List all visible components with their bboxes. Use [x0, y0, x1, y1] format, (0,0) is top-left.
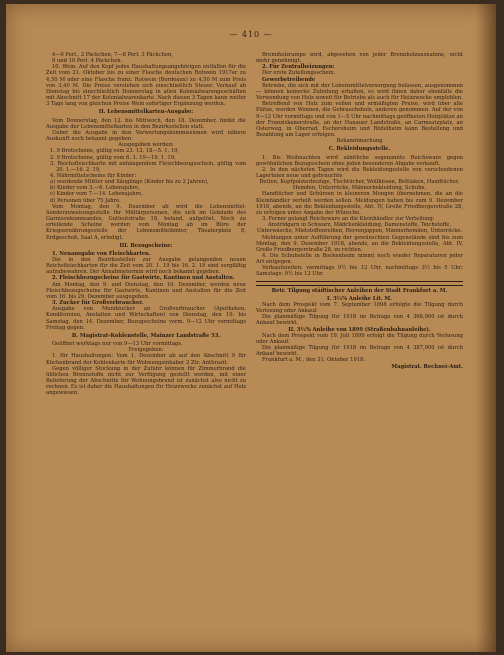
- notice-title: Betr. Tilgung städtischer Anleihen der Stadt Frankfurt a. M.: [271, 287, 448, 294]
- paragraph: Nach dem Prospekt vom 7. September 1898 erfolgte die Tilgung durch Verlosung oder Ankauf.: [256, 301, 463, 315]
- paragraph: Die planmäßige Tilgung für 1918 im Betrage von 4 368,900 ist durch Ankauf bewirkt.: [256, 314, 463, 327]
- divider: [256, 281, 463, 282]
- subheading: Bekanntmachung: [336, 138, 383, 145]
- paragraph: Die planmäßige Tilgung für 1918 im Betrage von 4 387,900 ist durch Ankauf bewirkt.: [256, 345, 463, 358]
- paragraph: Geöffnet werktags nur von 9—13 Uhr vormittags.: [52, 341, 183, 348]
- list-item: b) Kinder vom 3.—6. Lebensjahre,: [50, 185, 140, 192]
- list-item: d) Personen über 75 Jahre.: [50, 197, 121, 204]
- paragraph: 1. Bis Weihnachten wird sämtliche sogenannte Reichsware gegen gewöhnlichen Bezugsschein ohne jeden besonderen Abgabe verkauft.: [256, 154, 463, 167]
- list-item: 1. 9 Brotscheine, gültig vom 23. 12. 18—5. 1. 19,: [50, 148, 180, 155]
- paragraph: Verkaufszeiten: vormittags 9½ bis 12 Uhr, nachmittags 3½ bis 5 Uhr; Samstags: 9½ bis 12 Uhr.: [256, 265, 463, 278]
- paragraph: 3. Ferner gelangt Reichsware an die Kleinhändler zur Verteilung:: [262, 216, 435, 223]
- document-page: [6, 4, 496, 652]
- right-column: [256, 52, 463, 632]
- paragraph: Betriebe, die sich mit der Lebensmittelversorgung befassen, ausgenommen — können keinerlei Zuteilung erhalten, es wird ihnen daher ebenfalls die Verwendung von Holz soweit für Betriebe als auch für Heizzwecke empfohlen.: [256, 82, 463, 102]
- paragraph-title: 1. Neuausgabe von Fleischkarten.: [52, 250, 151, 257]
- list-item: c) Kinder vom 7.—14. Lebensjahre,: [50, 191, 143, 198]
- top-line: 4—6 Perl., 2 Päckchen, 7—8 Perl. 3 Päckchen,: [52, 52, 174, 58]
- loan-title: II. 3½% Anleihe von 1899 (Straßenbahnanleihe).: [288, 326, 431, 333]
- paragraph: 4. Die Schuhstelle in Bockenheim nimmt noch wieder Reparaturen jeder Art entgegen.: [256, 253, 463, 266]
- paragraph: Vom Donnerstag, den 12. bis Mittwoch, den 18. Dezember, findet die Ausgabe der Lebensmittelkarten in den Bezirksstellen statt.: [46, 117, 246, 130]
- paragraph-title: 2. Für Zentralheizungen:: [262, 64, 335, 71]
- top-line: 9 und 10 Perl. 4 Päckchen.: [52, 58, 123, 65]
- paragraph: Vom Montag, den 9. Dezember ab wird die Lebensmittel-Sonderzuweisungsstelle für Militärpersonen, die sich im Gebäude des Garnisonkommandos, Gutleutstraße 18, befand, aufgelöst. Noch zu erteilende Scheine werden vom Montag ab im Büro der Kriegsernährungsstelle der Lebensmittelämter, Theaterplatz 8, Erdgeschoß, Saal A, erledigt.: [46, 203, 246, 241]
- list-item: 2. 9 Brotscheine, gültig vom 6. 1. 19—19. 1. 19,: [50, 154, 176, 161]
- list-item: 4. Nährmittelscheine für Kinder:: [50, 172, 137, 179]
- section-heading: B. Magistrat-Kohlenstelle, Mainzer Landstraße 53.: [71, 332, 221, 339]
- section-heading: C. Bekleidungsstelle.: [328, 146, 391, 153]
- paragraph: Am Montag, den 9. und Dienstag, den 10. Dezember, werden neue Fleischbezugscheine für Gastwirte, Kantinen und Anstalten für die Zeit vom 16. bis 29. Dezember ausgegeben.: [46, 281, 246, 300]
- paragraph-title: Gewerbetreibende: [262, 76, 316, 83]
- wine-notice: 10. Wein. Auf den Kopf jedes Haushaltungsangehörigen entfallen für die Zeit vom 21. Oktober bis zu einer Flasche deutschen Rotwein 1917er zu 4,50 M oder eine Flasche franz. Rotwein (Bordeaux) zu 4,50 M zum Preis von 3,40 M. Die Preise verstehen sich einschließlich Steuer. Verkauf ab Dienstag bis einschließlich Donnerstag in allen Kolonialwarengeschäften mit Abschnitt 17 der Kolonialwarenkarte. Nach diesen 3 Tagen kann weiter 3 Tage lang von gleichen Preise Wein sofortiger Ergänzung werden.: [46, 64, 246, 108]
- paragraph: Ausgabe von Mundzucker an Großverbraucher (Apotheken, Konditoreien, Anstalten und Wirtschaften) von Dienstag, den 10. bis Samstag, den 14. Dezember, Bezugsscheine vorm. 9—12 Uhr vormittags Freitag gegen.: [46, 306, 246, 331]
- signature: Magistrat. Rechnei-Amt.: [391, 363, 463, 370]
- paragraph: Handtücher und Schürzen in kleineren Mengen übernehmen, die an die Kleinhändler verteilt werden sollen. Meldungen haben bis zum 9. Dezember 1918, abends, an die Bekleidungsstelle, Abt. IV, Große Friedbergerstraße 28, zu erfolgen unter Angabe der Wünsche.: [256, 191, 463, 216]
- paragraph: Gegen völliger Stockung in der Zufuhr können für Zimmerbrand die üblichen Brennstoffe nicht zur Verfügung gestellt werden, mit einer Belieferung der Abschnitte für Wohnungsbrand ist zunächst also nicht zu rechnen. Es ist daher die Haushaltungen für Heizzwecke zunächst auf Holz angewiesen.: [46, 365, 246, 397]
- place-date: Frankfurt a. M., den 31. Oktober 1918.: [262, 357, 366, 364]
- paragraph: Nach dem Prospekt vom 19. Juli 1899 erfolgt die Tilgung durch Verlosung oder Ankauf.: [256, 332, 463, 345]
- paragraph: Der erste Zuteilungsschein.: [262, 70, 336, 77]
- section-heading: III. Bezugscheine:: [119, 242, 173, 249]
- paragraph: Ueber die Ausgabe in den Verwertungskommissionen wird nähere Auskunft noch bekannt gegeben.: [46, 129, 246, 143]
- paragraph: Die in den Bezirksstellen zur Ausgabe gelangenden neuen Reichsfleischkarten für die Zeit vom 20. 1. 19 bis 16. 2. 19 sind sorgfältig aufzubewahren. Der Annahmetermin wird noch bekannt gegeben.: [46, 257, 246, 276]
- paragraph-title: 2. Fleischbezugscheine für Gastwirte, Kantinen und Anstalten.: [52, 275, 235, 282]
- paragraph: Betreffend von Holz zum vollen und ermäßigten Preise, wird über alle Plätze, werden Wonnen, die Gebrauchsholz, anderen genommen. Auf der von 9—12 Uhr vormittags und von 1—5 Uhr nachmittags geöffneten Holzplätze an der Franziskanerstraße, an der Hanauer Landstraße, an Carmsatzplatz, an Osterweg, in Oberrad, Eschersheim und Rödelheim kann Bestellung und Bezahlung am Lager erfolgen.: [256, 101, 463, 139]
- paragraph: Brennholzrampe wird, abgesehen von jeder Brennholzausnahme, nicht mehr genehmigt.: [256, 52, 463, 65]
- loan-title: I. 3½% Anleihe Lit. M.: [327, 295, 392, 302]
- page-fold-shadow: [476, 4, 496, 652]
- left-column: [46, 52, 246, 632]
- subheading: Freigegeben:: [128, 347, 164, 354]
- paragraph: Meldungen unter Aufführung der gewünschten Gegenstände sind bis zum Montag, den 9. Dezember 1918, abends, an die Bekleidungsstelle, Abt. IV, Große Friedbergerstraße 28, zu richten.: [256, 234, 463, 253]
- divider: [256, 285, 463, 286]
- section-heading: II. Lebensmittelkarten-Ausgabe:: [98, 109, 194, 116]
- list-item: a) werdende Mütter und Säuglinge (Kinder bis zu 2 Jahren),: [50, 179, 209, 186]
- subheading: Ausgegeben werden:: [118, 142, 174, 149]
- paragraph: 1. für Haushaltungen: Vom 1. Dezember ab auf den Abschnitt 9 für Küchenbrand der Kohlenkarte für Wohnungsinhaber 2 Ztr. Anthrazit.: [46, 353, 246, 366]
- page-number: — 410 —: [229, 30, 273, 39]
- paragraph-title: 3. Zucker für Großverbraucher.: [52, 300, 144, 307]
- paragraph: 2. In den nächsten Tagen wird die Bekleidungsstelle von verschiedenen Lagerteien neue und gebrauchte: [256, 166, 463, 179]
- list-item: 3. Reichsfleischkarte mit anhängendem Fleischbezugsschein, gültig vom 20. 1.—16. 2. 19,: [50, 160, 246, 173]
- item-list: Anstridgarn in Schwarz, Mädchenkleidung, Damenstoffe, Teichstoffe, Unterwäsche, Mietstoffenreihen, Herrenjoppen, Männerhemden, Unterröcke.: [256, 222, 463, 235]
- item-list: Betten, Kopfpolsterbezüge, Tischtücher, Wollkissen, Bettlaken, Handtücher, Hemden, Unterröcke, Männerbekleidung, Schuhe,: [259, 179, 460, 192]
